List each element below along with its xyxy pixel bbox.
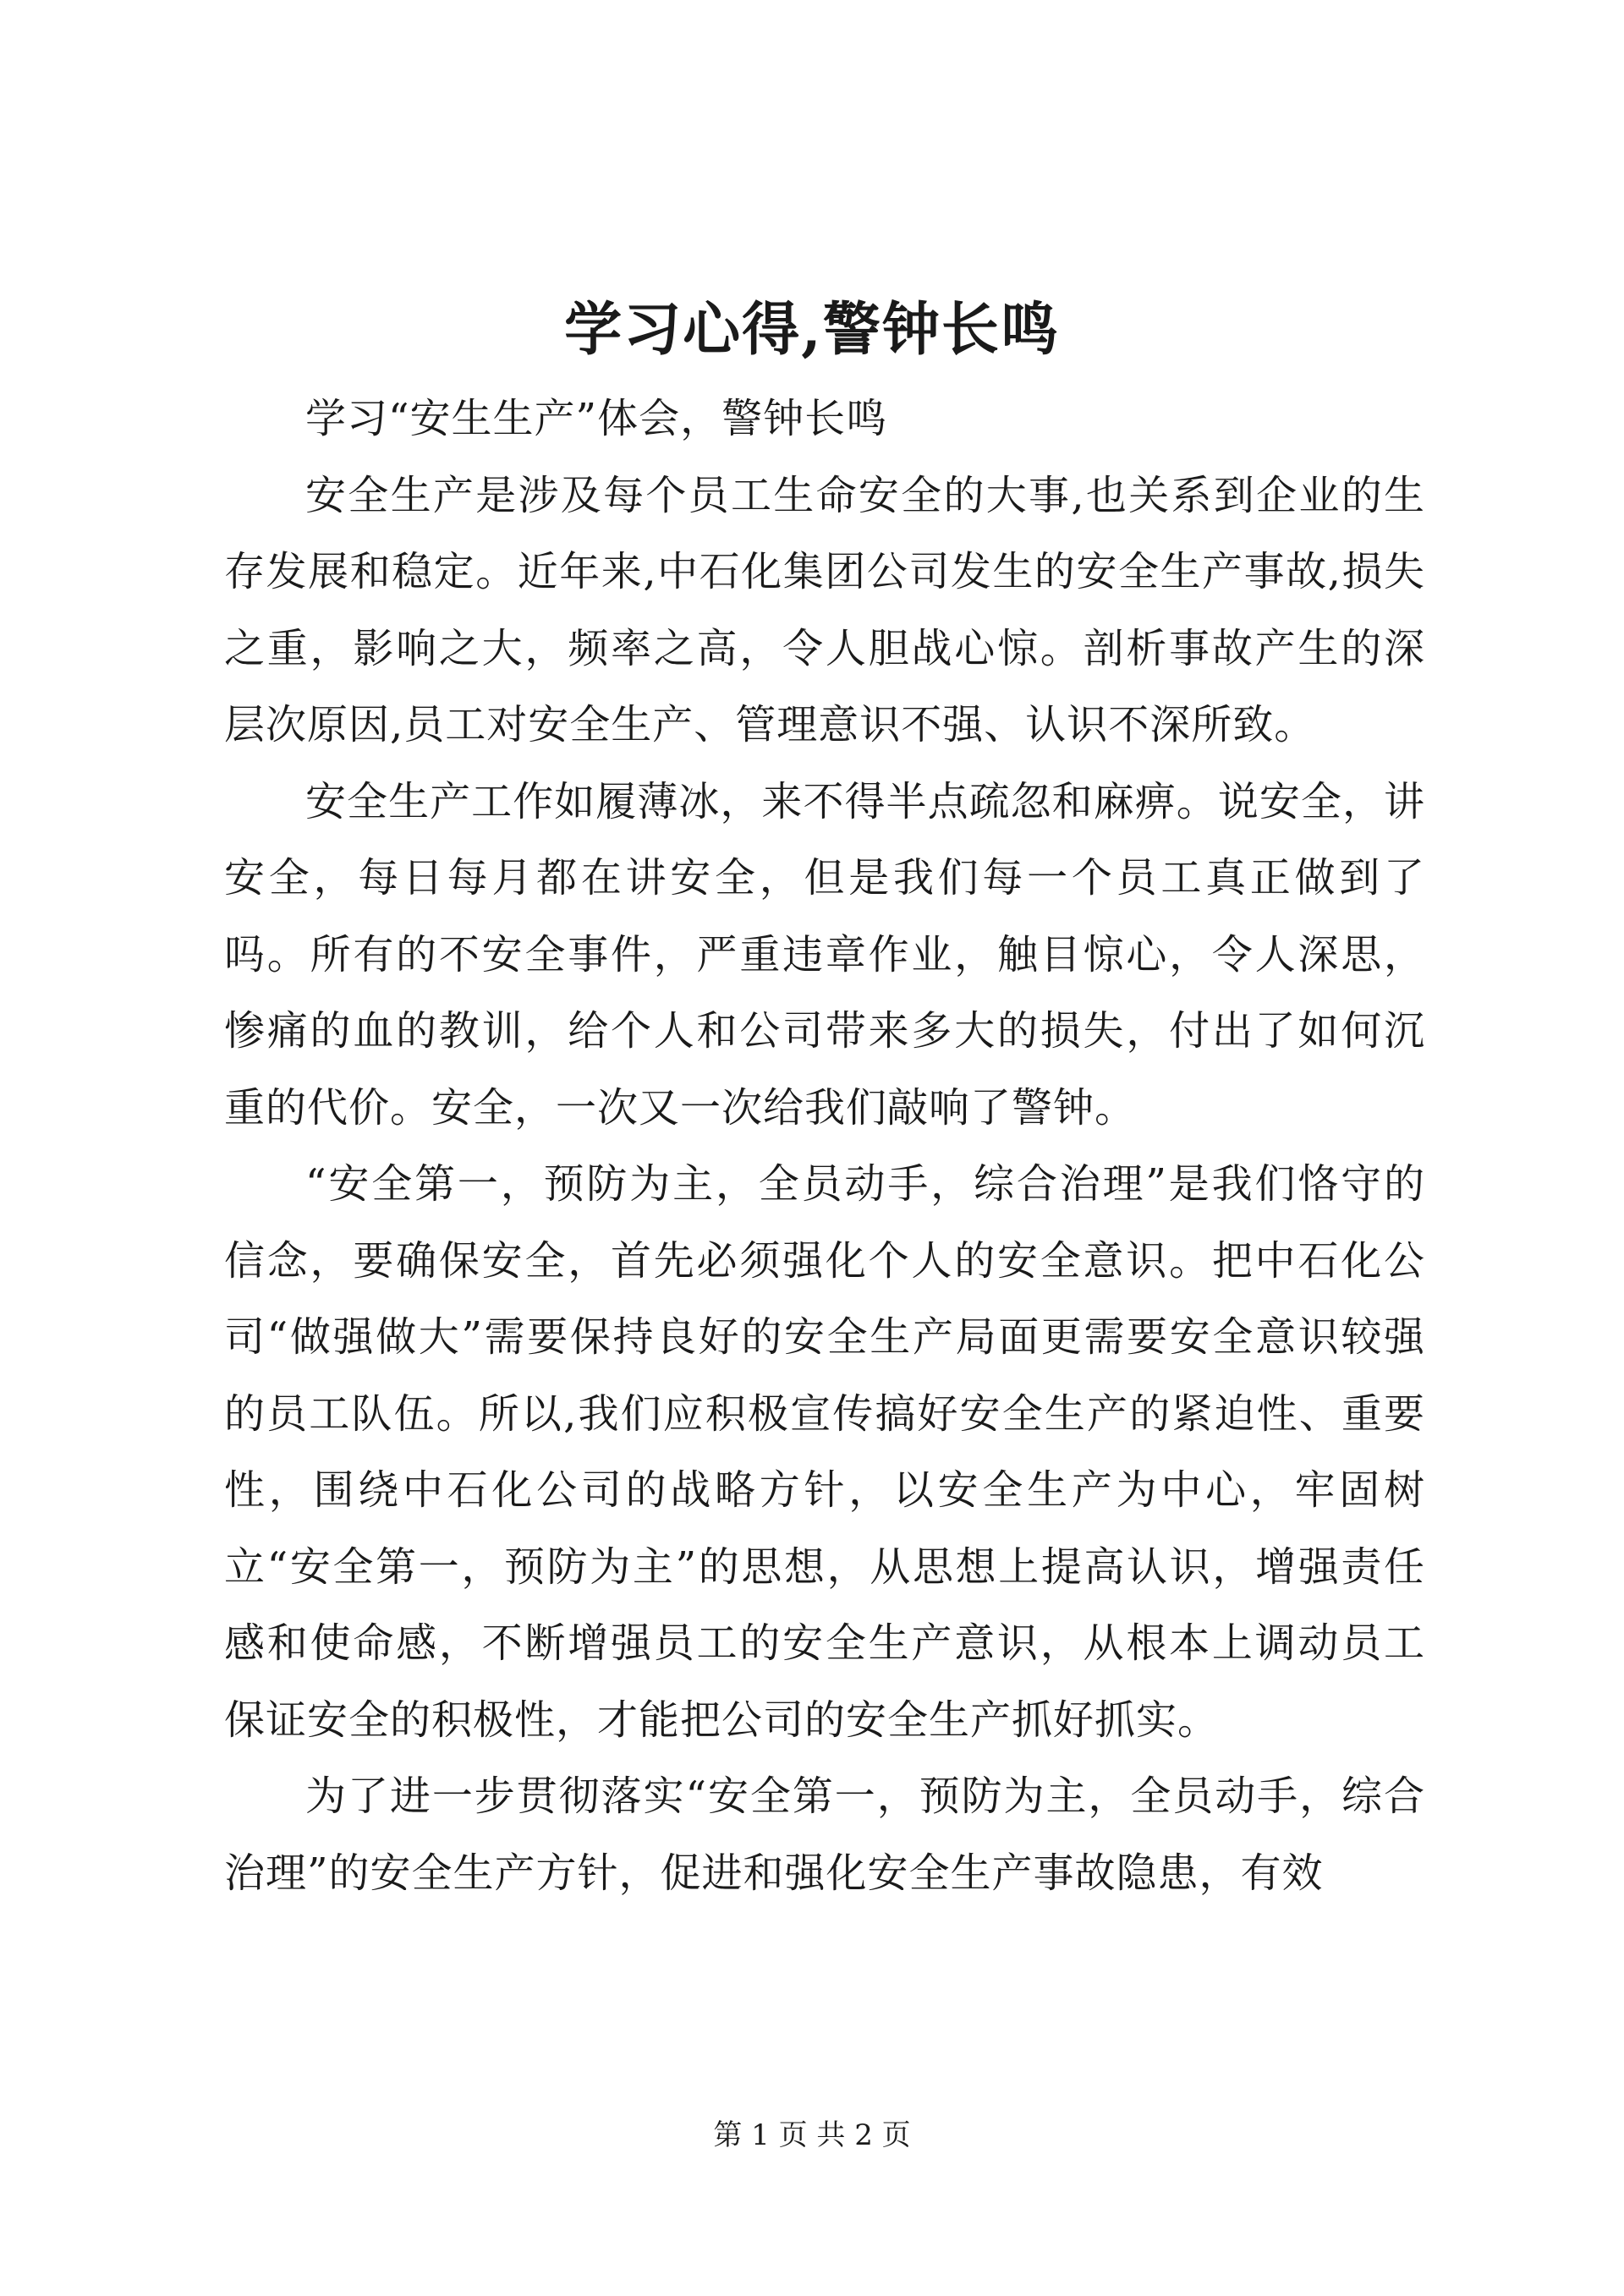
- paragraph-1: 安全生产是涉及每个员工生命安全的大事,也关系到企业的生存发展和稳定。近年来,中石化集团公司发生的安全生产事故,损失之重，影响之大，频率之高，令人胆战心惊。剖析事故产生的深层次原因,员工对安全生产、管理意识不强、认识不深所致。: [224, 471, 1425, 748]
- subtitle-paragraph: 学习“安生生产”体会，警钟长鸣: [305, 395, 888, 442]
- paragraph-2: 安全生产工作如履薄冰，来不得半点疏忽和麻痹。说安全，讲安全，每日每月都在讲安全，但是我们每一个员工真正做到了吗。所有的不安全事件，严重违章作业，触目惊心，令人深思，惨痛的血的教训，给个人和公司带来多大的损失，付出了如何沉重的代价。安全，一次又一次给我们敲响了警钟。: [224, 777, 1425, 1132]
- paragraph-4: 为了进一步贯彻落实“安全第一，预防为主，全员动手，综合治理”的安全生产方针，促进和强化安全生产事故隐患，有效: [224, 1773, 1425, 1897]
- page-footer: 第 1 页 共 2 页: [713, 2118, 911, 2152]
- document-body: [224, 381, 1425, 1911]
- paragraph-3: “安全第一，预防为主，全员动手，综合治理”是我们恪守的信念，要确保安全，首先必须强化个人的安全意识。把中石化公司“做强做大”需要保持良好的安全生产局面更需要安全意识较强的员工队伍。所以,我们应积极宣传搞好安全生产的紧迫性、重要性，围绕中石化公司的战略方针，以安全生产为中心，牢固树立“安全第一，预防为主”的思想，从思想上提高认识，增强责任感和使命感，不断增强员工的安全生产意识，从根本上调动员工保证安全的积极性，才能把公司的安全生产抓好抓实。: [224, 1160, 1425, 1744]
- document-title: 学习心得,警钟长鸣: [564, 296, 1060, 364]
